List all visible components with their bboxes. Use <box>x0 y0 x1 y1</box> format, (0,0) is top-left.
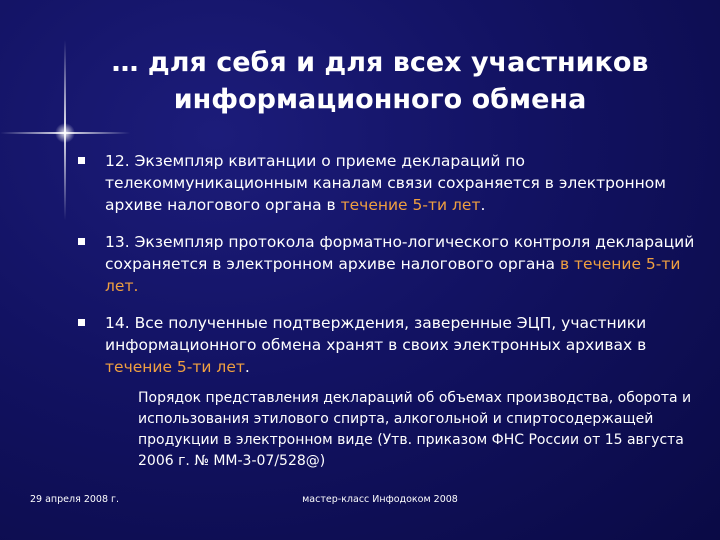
bullet-suffix: . <box>480 196 486 214</box>
footer-date: 29 апреля 2008 г. <box>30 494 120 505</box>
title-line-1: … для себя и для всех участников <box>111 47 649 78</box>
list-item <box>78 312 698 378</box>
square-bullet-icon <box>78 319 85 326</box>
source-note: Порядок представления деклараций об объемах производства, оборота и использования этилового спирта, алкогольной и спиртосодержащей продукции в электронном виде (Утв. приказом ФНС России от 15 августа 2006 г. № ММ-3-07/528@) <box>138 390 692 469</box>
square-bullet-icon <box>78 238 85 245</box>
bullet-suffix: . <box>244 358 250 376</box>
page-title <box>60 44 700 118</box>
bullet-highlight: в течение 5-ти лет <box>105 255 681 295</box>
bullet-highlight: течение 5-ти лет <box>340 196 481 214</box>
list-item <box>78 150 698 216</box>
bullet-text: 13. Экземпляр протокола форматно-логического контроля деклараций сохраняется в электронном архиве налогового органа <box>105 233 695 273</box>
bullet-highlight: течение 5-ти лет <box>105 358 245 376</box>
bullet-list <box>78 150 698 393</box>
footer-caption: мастер-класс Инфодоком 2008 <box>302 494 458 505</box>
bullet-text: 12. Экземпляр квитанции о приеме деклараций по телекоммуникационным каналам связи сохраняется в электронном архиве налогового органа в <box>105 152 666 214</box>
bullet-text: 14. Все полученные подтверждения, заверенные ЭЦП, участники информационного обмена хранят в своих электронных архивах в <box>105 314 647 354</box>
list-item <box>78 231 698 297</box>
title-line-2: информационного обмена <box>173 84 587 115</box>
bullet-suffix: . <box>133 277 139 295</box>
square-bullet-icon <box>78 157 85 164</box>
